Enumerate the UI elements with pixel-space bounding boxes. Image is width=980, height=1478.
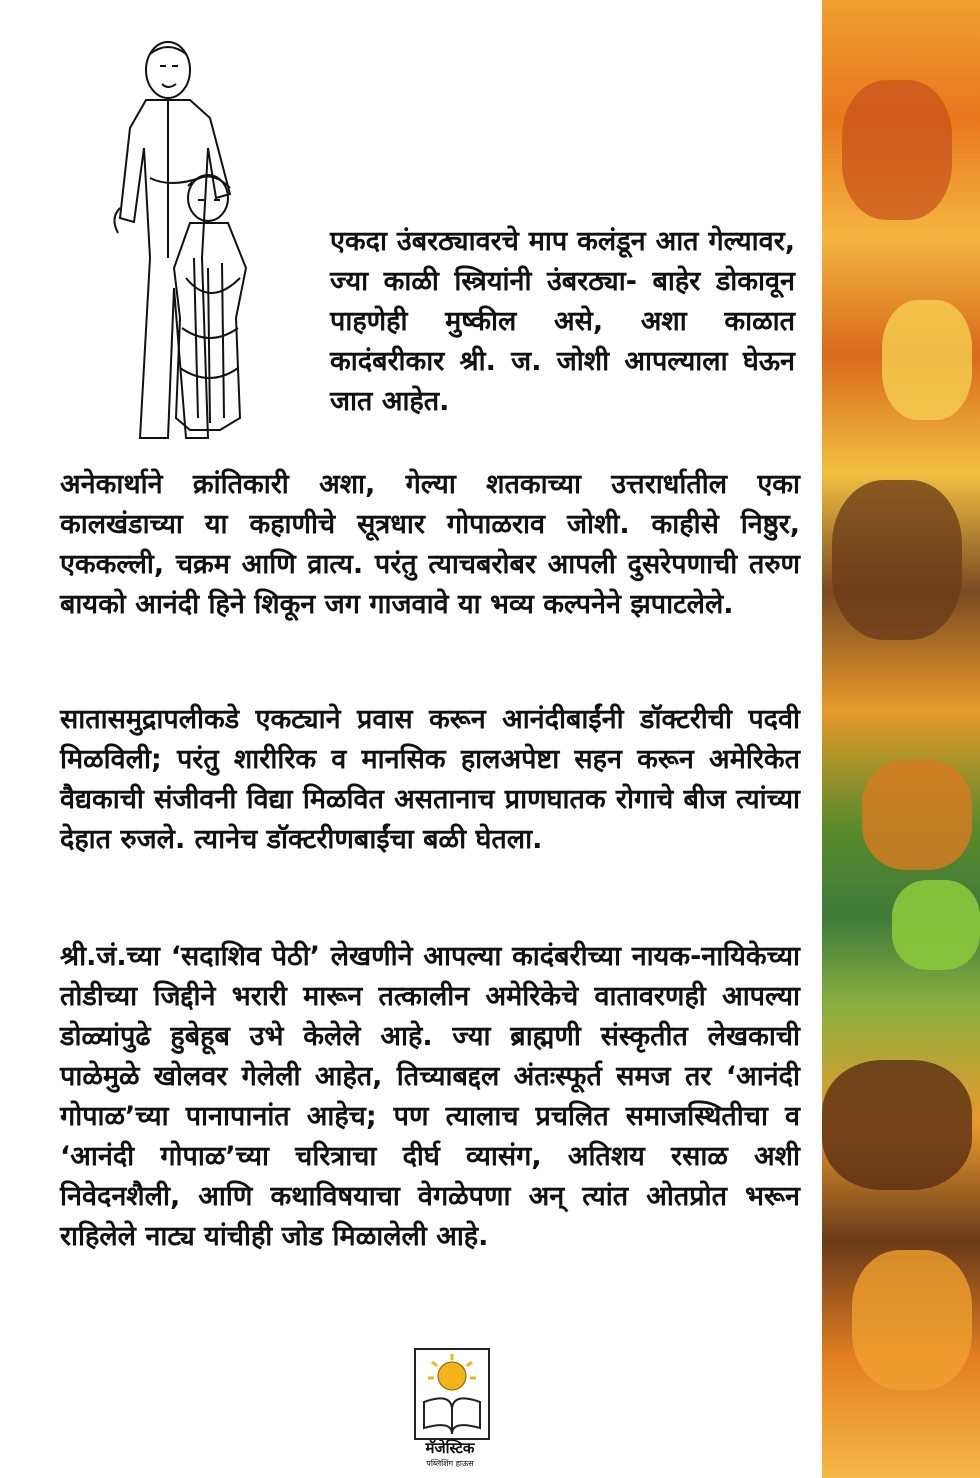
body-paragraph-2: सातासमुद्रापलीकडे एकट्याने प्रवास करून आनंदीबाईंनी डॉक्टरीची पदवी मिळविली; परंतु शारीरिक व मानसिक हालअपेष्टा सहन करून अमेरिकेत वैद्यकाची संजीवनी विद्या मिळवित असतानाच प्राणघातक रोगाचे बीज त्यांच्या देहात रुजले. त्यानेच डॉक्टरीणबाईंचा बळी घेतला. [60, 704, 800, 855]
body-paragraph-1: अनेकार्थाने क्रांतिकारी अशा, गेल्या शतकाच्या उत्तरार्धातील एका कालखंडाच्या या कहाणीचे सूत्रधार गोपाळराव जोशी. काहीसे निष्ठुर, एककल्ली, चक्रम आणि व्रात्य. परंतु त्याचबरोबर आपली दुसरेपणाची तरुण बायको आनंदी हिने शिकून जग गाजवावे या भव्य कल्पनेने झपाटलेले. [60, 469, 800, 620]
decorative-side-stripe [822, 0, 980, 1478]
body-paragraph-3: श्री.जं.च्या ‘सदाशिव पेठी’ लेखणीने आपल्या कादंबरीच्या नायक-नायिकेच्या तोडीच्या जिद्दीने भरारी मारून तत्कालीन अमेरिकेचे वातावरणही आपल्या डोळ्यांपुढे हुबेहूब उभे केलेले आहे. ज्या ब्राह्मणी संस्कृतीत लेखकाची पाळेमुळे खोलवर गेलेली आहेत, तिच्याबद्दल अंतःस्फूर्त समज तर ‘आनंदी गोपाळ’च्या पानापानांत आहेच; पण त्यालाच प्रचलित समाजस्थितीचा व ‘आनंदी गोपाळ’च्या चरित्राचा दीर्घ व्यासंग, अतिशय रसाळ अशी निवेदनशैली, आणि कथाविषयाचा वेगळेपणा अन् त्यांत ओतप्रोत भरून राहिलेले नाट्य यांचीही जोड मिळालेली आहे. [60, 941, 800, 1252]
publisher-subtitle: पब्लिशिंग हाऊस [426, 1459, 474, 1468]
lead-paragraph: एकदा उंबरठ्यावरचे माप कलंडून आत गेल्यावर, ज्या काळी स्त्रियांनी उंबरठ्या- बाहेर डोकावून पाहणेही मुष्कील असे, अशा काळात कादंबरीकार श्री. ज. जोशी आपल्याला घेऊन जात आहेत. [330, 226, 795, 417]
publisher-logo [410, 1348, 490, 1473]
illustration-couple [90, 18, 340, 448]
publisher-emblem [414, 1348, 490, 1440]
book-sun-icon [416, 1350, 488, 1438]
publisher-name: मॅजेस्टिक [425, 1439, 475, 1457]
